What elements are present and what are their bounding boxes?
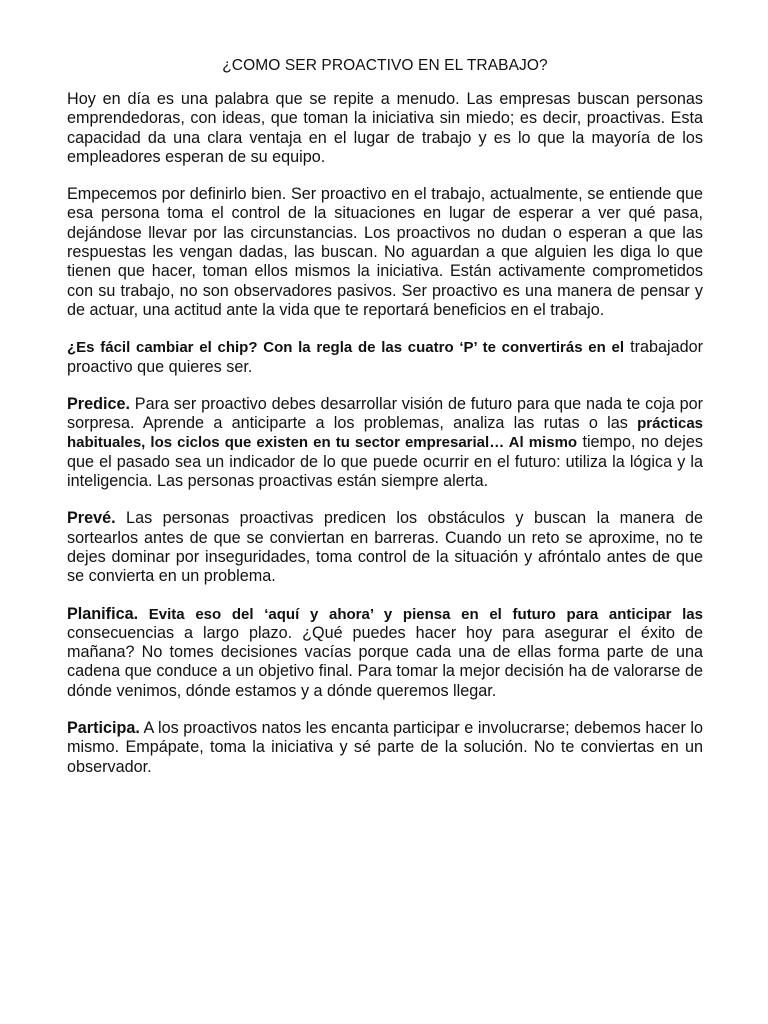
paragraph-predice: [67, 395, 703, 491]
paragraph-planifica: [67, 605, 703, 701]
paragraph-definition-text: Empecemos por definirlo bien. Ser proactivo en el trabajo, actualmente, se entiende que esa persona toma el control de la situaciones en lugar de esperar a ver qué pasa, dejándose llevar por las circunstancias. Los proactivos no dudan o esperan a que las respuestas les vengan dadas, las buscan. No aguardan a que alguien les diga lo que tienen que hacer, toman ellos mismos la iniciativa. Están activamente comprometidos con su trabajo, no son observadores pasivos. Ser proactivo es una manera de pensar y de actuar, una actitud ante la vida que te reportará beneficios en el trabajo.: [67, 185, 703, 319]
paragraph-intro-text: Hoy en día es una palabra que se repite a menudo. Las empresas buscan personas emprendedoras, con ideas, que toman la iniciativa sin miedo; es decir, proactivas. Esta capacidad da una clara ventaja en el lugar de trabajo y es lo que la mayoría de los empleadores esperan de su equipo.: [67, 90, 703, 166]
preve-heading: Prevé.: [67, 509, 116, 528]
document-body: [67, 56, 703, 795]
predice-text-a: Para ser proactivo debes desarrollar visión de futuro para que nada te coja por sorpresa. Aprende a anticiparte a los problemas, analiza las rutas o las: [67, 394, 703, 433]
paragraph-participa: [67, 719, 703, 777]
predice-heading: Predice.: [67, 394, 130, 413]
question-bold-text: ¿Es fácil cambiar el chip? Con la regla de las cuatro ‘P’ te convertirás en el: [67, 339, 625, 357]
paragraph-definition: [67, 185, 703, 320]
page-title: ¿COMO SER PROACTIVO EN EL TRABAJO?: [222, 57, 548, 74]
paragraph-preve: [67, 509, 703, 586]
paragraph-intro: [67, 90, 703, 167]
paragraph-question: [67, 338, 703, 377]
participa-heading: Participa.: [67, 719, 140, 738]
predice-bold-text: prácticas habituales, los ciclos que existen en tu sector empresarial… Al mismo: [67, 415, 703, 452]
planifica-heading: Planifica.: [67, 604, 139, 623]
preve-text: Las personas proactivas predicen los obstáculos y buscan la manera de sortearlos antes de que se conviertan en barreras. Cuando un reto se aproxime, no te dejes dominar por inseguridades, toma control de la situación y afróntalo antes de que se convierta en un problema.: [67, 509, 703, 586]
participa-text: A los proactivos natos les encanta participar e involucrarse; debemos hacer lo mismo. Empápate, toma la iniciativa y sé parte de la solución. No te conviertas en un observador.: [67, 719, 703, 776]
question-rest-text: trabajador proactivo que quieres ser.: [67, 338, 703, 376]
predice-text-b: tiempo, no dejes que el pasado sea un indicador de lo que puede ocurrir en el futuro: utiliza la lógica y la inteligencia. Las personas proactivas están siempre alerta.: [67, 433, 703, 491]
planifica-bold-text: Evita eso del ‘aquí y ahora’ y piensa en el futuro para anticipar las: [138, 605, 703, 623]
planifica-text: consecuencias a largo plazo. ¿Qué puedes hacer hoy para asegurar el éxito de mañana? No tomes decisiones vacías porque cada una de ellas forma parte de una cadena que conduce a un objetivo final. Para tomar la mejor decisión ha de valorarse de dónde venimos, dónde estamos y a dónde queremos llegar.: [67, 623, 703, 700]
